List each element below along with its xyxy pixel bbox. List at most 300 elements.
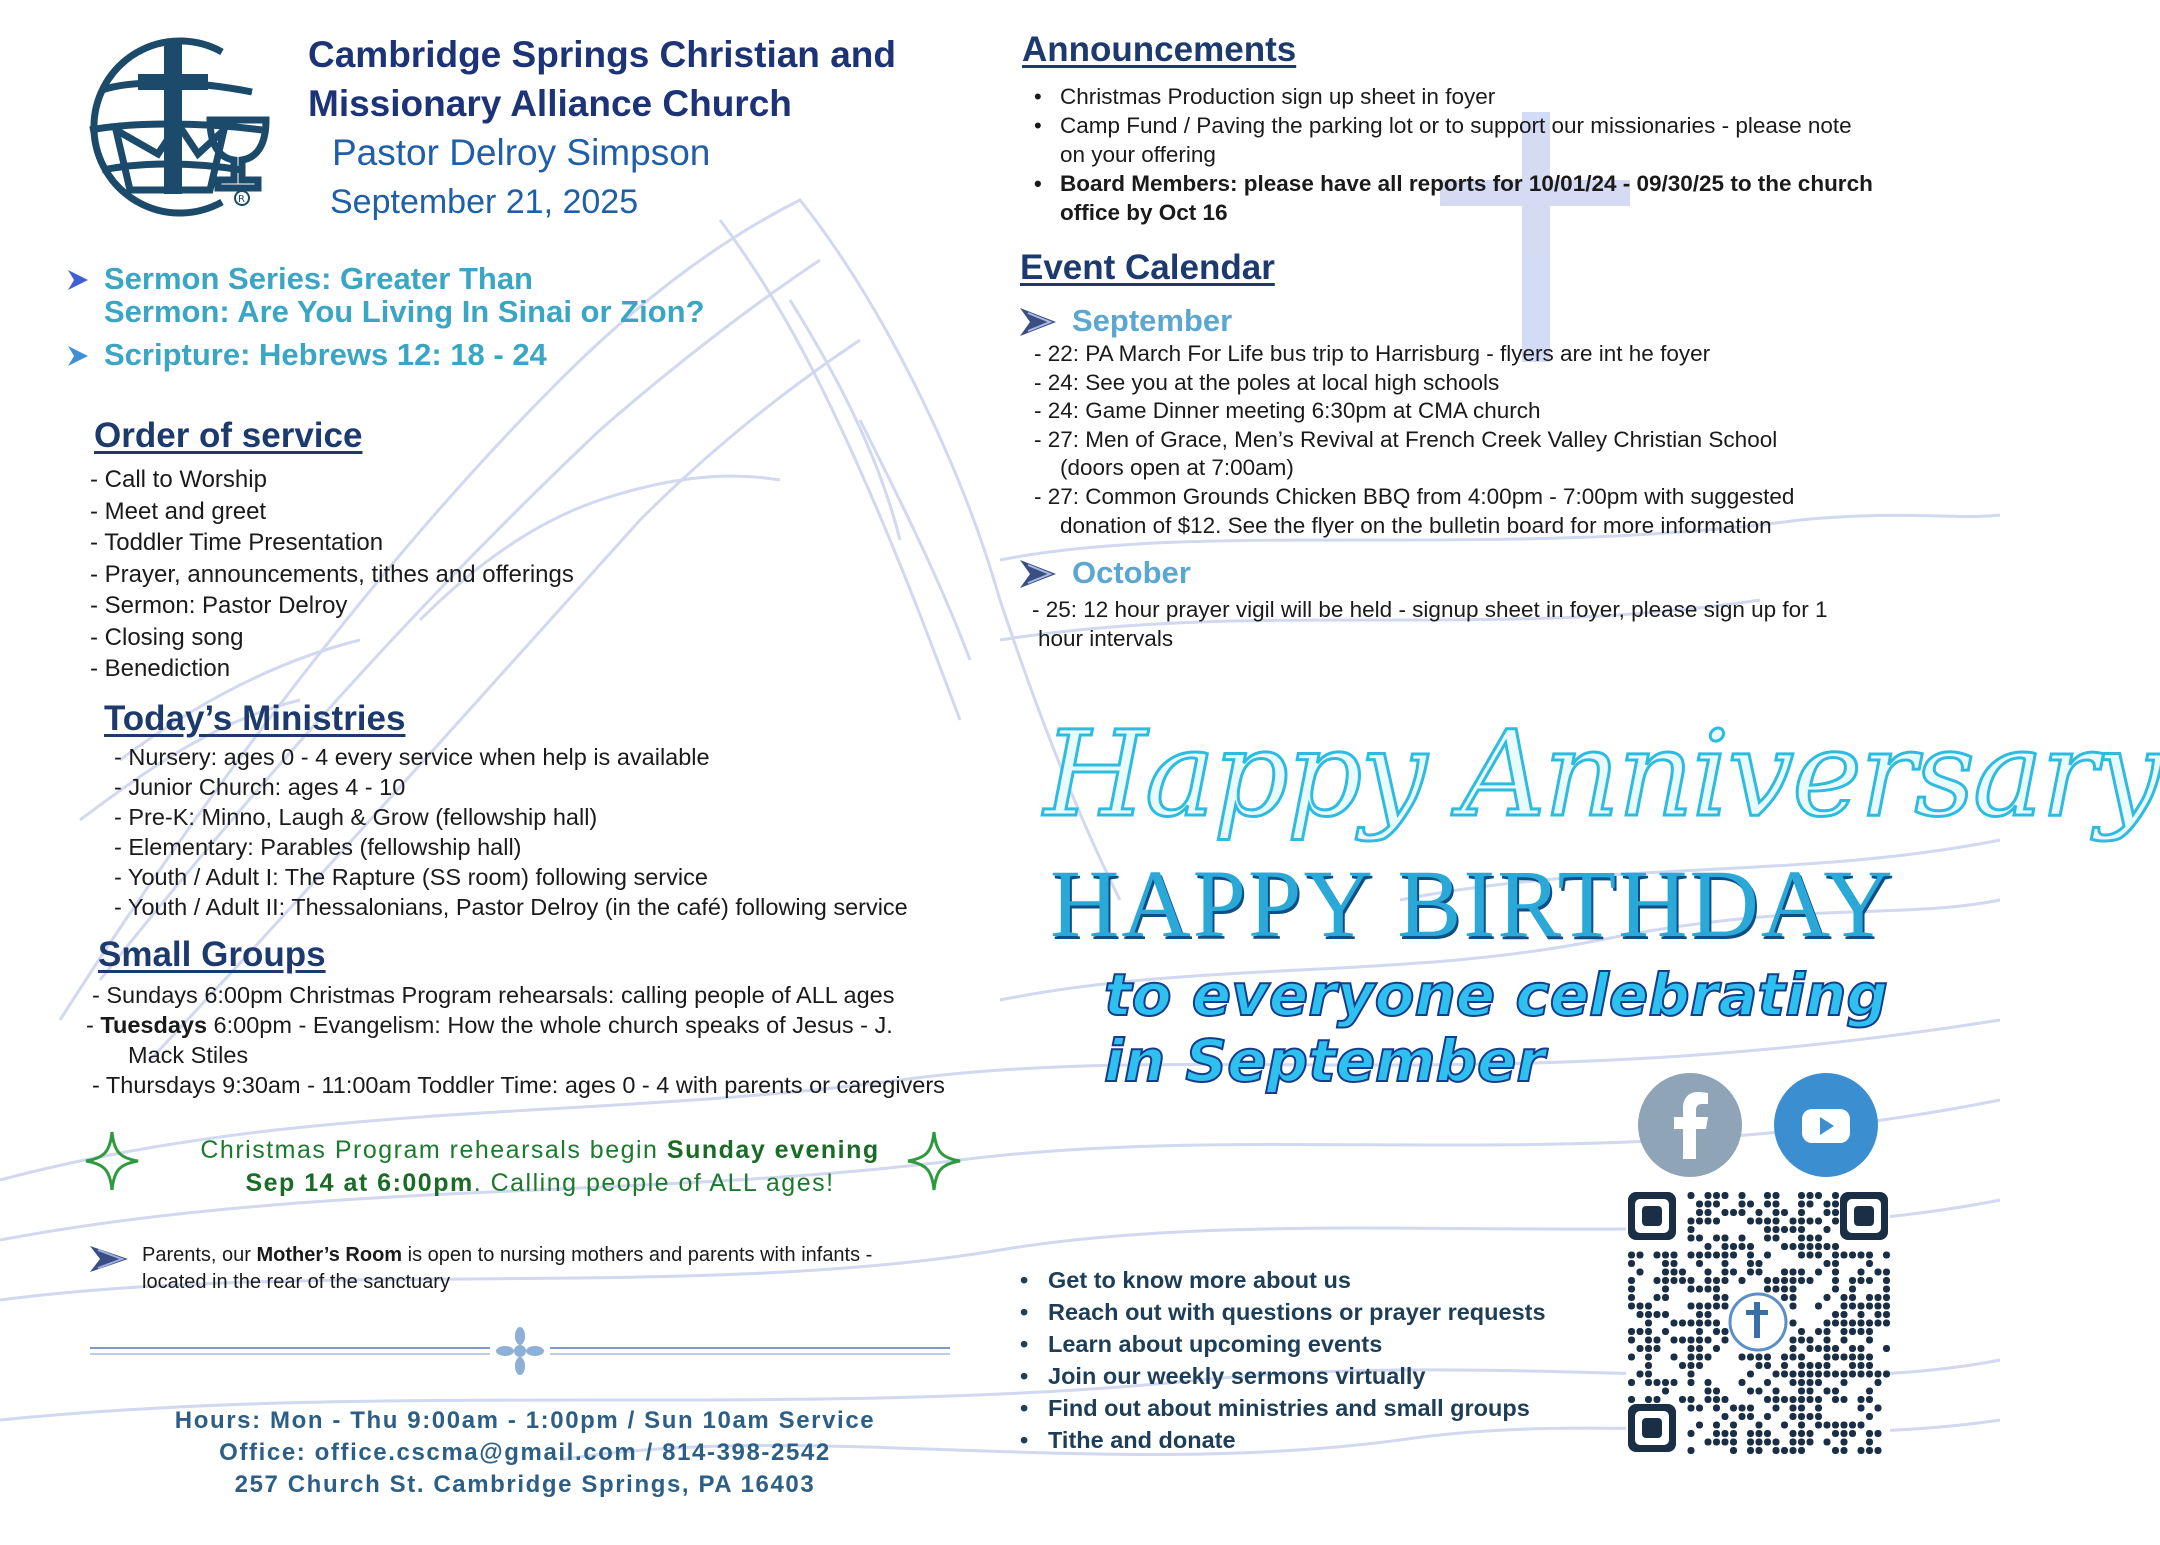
qr-module xyxy=(1841,1447,1848,1454)
qr-module xyxy=(1713,1439,1720,1446)
qr-module xyxy=(1832,1345,1839,1352)
qr-module xyxy=(1722,1396,1729,1403)
qr-module xyxy=(1790,1269,1797,1276)
qr-module xyxy=(1713,1422,1720,1429)
qr-module xyxy=(1747,1218,1754,1225)
qr-module xyxy=(1645,1371,1652,1378)
qr-module xyxy=(1713,1303,1720,1310)
qr-module xyxy=(1832,1447,1839,1454)
qr-module xyxy=(1705,1337,1712,1344)
qr-module xyxy=(1705,1439,1712,1446)
qr-module xyxy=(1739,1243,1746,1250)
qr-module xyxy=(1849,1320,1856,1327)
qr-module xyxy=(1696,1260,1703,1267)
qr-module xyxy=(1824,1422,1831,1429)
qr-module xyxy=(1815,1303,1822,1310)
qr-module xyxy=(1866,1260,1873,1267)
office-contact[interactable]: Office: office.cscma@gmail.com / 814-398-2542 xyxy=(219,1439,831,1466)
qr-module xyxy=(1824,1388,1831,1395)
qr-module xyxy=(1688,1379,1695,1386)
qr-module xyxy=(1798,1430,1805,1437)
scripture-row xyxy=(66,338,705,371)
qr-module xyxy=(1713,1252,1720,1259)
qr-module xyxy=(1722,1294,1729,1301)
qr-module xyxy=(1662,1379,1669,1386)
qr-module xyxy=(1773,1447,1780,1454)
qr-module xyxy=(1832,1252,1839,1259)
list-item: - Benediction xyxy=(90,655,231,682)
qr-module xyxy=(1764,1413,1771,1420)
qr-module xyxy=(1875,1320,1882,1327)
qr-module xyxy=(1807,1235,1814,1242)
qr-module xyxy=(1807,1439,1814,1446)
cma-logo-icon xyxy=(72,30,278,216)
qr-module xyxy=(1747,1388,1754,1395)
scripture: Scripture: Hebrews 12: 18 - 24 xyxy=(104,337,547,372)
qr-module xyxy=(1756,1388,1763,1395)
qr-module xyxy=(1722,1260,1729,1267)
qr-module xyxy=(1832,1243,1839,1250)
qr-module xyxy=(1798,1379,1805,1386)
qr-module xyxy=(1866,1303,1873,1310)
qr-module xyxy=(1866,1388,1873,1395)
qr-module xyxy=(1824,1328,1831,1335)
qr-module xyxy=(1883,1371,1890,1378)
qr-module xyxy=(1696,1286,1703,1293)
qr-module xyxy=(1866,1439,1873,1446)
qr-module xyxy=(1730,1439,1737,1446)
sermon-series-row xyxy=(66,262,705,328)
qr-module xyxy=(1781,1354,1788,1361)
qr-module xyxy=(1637,1328,1644,1335)
qr-module xyxy=(1747,1413,1754,1420)
qr-module xyxy=(1832,1371,1839,1378)
celebration-line2: in September xyxy=(1104,1027,1545,1095)
qr-module xyxy=(1832,1209,1839,1216)
qr-module xyxy=(1858,1252,1865,1259)
qr-module xyxy=(1849,1294,1856,1301)
qr-module xyxy=(1773,1218,1780,1225)
qr-module xyxy=(1815,1345,1822,1352)
qr-module xyxy=(1824,1226,1831,1233)
qr-module xyxy=(1866,1252,1873,1259)
qr-module xyxy=(1841,1303,1848,1310)
qr-module xyxy=(1713,1235,1720,1242)
qr-module xyxy=(1815,1235,1822,1242)
qr-module xyxy=(1705,1209,1712,1216)
list-item: - Junior Church: ages 4 - 10 xyxy=(114,774,406,800)
list-item: - Nursery: ages 0 - 4 every service when help is available xyxy=(114,744,710,770)
note-text: is open to nursing mothers and parents with infants - xyxy=(402,1244,873,1266)
qr-module xyxy=(1628,1277,1635,1284)
qr-module xyxy=(1815,1192,1822,1199)
qr-module xyxy=(1645,1379,1652,1386)
note-bold: Sep 14 at 6:00pm xyxy=(245,1169,474,1197)
qr-module xyxy=(1832,1430,1839,1437)
qr-module xyxy=(1866,1371,1873,1378)
month-september: September xyxy=(1072,303,1233,338)
qr-module xyxy=(1875,1447,1882,1454)
qr-module xyxy=(1807,1388,1814,1395)
qr-module xyxy=(1832,1269,1839,1276)
qr-module xyxy=(1841,1294,1848,1301)
qr-module xyxy=(1849,1430,1856,1437)
qr-module xyxy=(1705,1303,1712,1310)
qr-module xyxy=(1790,1430,1797,1437)
qr-module xyxy=(1849,1252,1856,1259)
qr-module xyxy=(1722,1303,1729,1310)
qr-module xyxy=(1815,1396,1822,1403)
qr-module xyxy=(1773,1277,1780,1284)
qr-module xyxy=(1705,1354,1712,1361)
qr-module xyxy=(1824,1337,1831,1344)
qr-module xyxy=(1883,1345,1890,1352)
qr-module xyxy=(1875,1371,1882,1378)
qr-module xyxy=(1645,1328,1652,1335)
qr-module xyxy=(1815,1269,1822,1276)
list-item: - Prayer, announcements, tithes and offerings xyxy=(90,560,574,588)
qr-module xyxy=(1790,1218,1797,1225)
qr-module xyxy=(1722,1269,1729,1276)
youtube-icon[interactable] xyxy=(1774,1073,1878,1177)
qr-module xyxy=(1696,1209,1703,1216)
qr-module xyxy=(1756,1447,1763,1454)
list-item: - Sundays 6:00pm Christmas Program rehearsals: calling people of ALL ages xyxy=(92,982,895,1008)
qr-module xyxy=(1883,1320,1890,1327)
qr-module xyxy=(1832,1286,1839,1293)
list-item-continued: Mack Stiles xyxy=(128,1042,249,1068)
qr-module xyxy=(1679,1320,1686,1327)
qr-module xyxy=(1739,1209,1746,1216)
qr-module xyxy=(1662,1252,1669,1259)
qr-module xyxy=(1688,1337,1695,1344)
qr-module xyxy=(1798,1277,1805,1284)
qr-module xyxy=(1815,1379,1822,1386)
qr-module xyxy=(1764,1362,1771,1369)
qr-module xyxy=(1815,1413,1822,1420)
qr-module xyxy=(1781,1447,1788,1454)
qr-module xyxy=(1773,1388,1780,1395)
qr-module xyxy=(1713,1294,1720,1301)
qr-module xyxy=(1866,1277,1873,1284)
qr-module xyxy=(1883,1311,1890,1318)
qr-module xyxy=(1858,1354,1865,1361)
qr-module xyxy=(1764,1277,1771,1284)
qr-module xyxy=(1866,1447,1873,1454)
list-item-line: • Camp Fund / Paving the parking lot or to support our missionaries - please note xyxy=(1060,113,1852,138)
qr-module xyxy=(1866,1354,1873,1361)
church-address: 257 Church St. Cambridge Springs, PA 16403 xyxy=(234,1471,816,1498)
qr-module xyxy=(1849,1422,1856,1429)
svg-text:R: R xyxy=(238,194,245,205)
list-item: • Christmas Production sign up sheet in foyer xyxy=(1060,82,1910,111)
qr-module xyxy=(1849,1303,1856,1310)
arrow-right-icon xyxy=(1018,558,1058,590)
qr-module xyxy=(1696,1311,1703,1318)
september-events xyxy=(1034,340,1794,540)
qr-module xyxy=(1790,1396,1797,1403)
qr-module xyxy=(1756,1439,1763,1446)
event-item: - 24: Game Dinner meeting 6:30pm at CMA church xyxy=(1034,398,1541,424)
qr-module xyxy=(1722,1328,1729,1335)
qr-module xyxy=(1866,1320,1873,1327)
qr-module xyxy=(1671,1320,1678,1327)
qr-module xyxy=(1662,1269,1669,1276)
qr-module xyxy=(1628,1252,1635,1259)
qr-module xyxy=(1688,1320,1695,1327)
qr-module xyxy=(1849,1286,1856,1293)
qr-module xyxy=(1722,1235,1729,1242)
qr-module xyxy=(1688,1235,1695,1242)
list-item: - Toddler Time Presentation xyxy=(90,529,384,556)
qr-module xyxy=(1713,1192,1720,1199)
mothers-room-line2: located in the rear of the sanctuary xyxy=(142,1271,450,1293)
qr-module xyxy=(1883,1252,1890,1259)
qr-module xyxy=(1628,1328,1635,1335)
ministries-title: Today’s Ministries xyxy=(104,699,406,738)
qr-module xyxy=(1875,1430,1882,1437)
qr-module xyxy=(1679,1269,1686,1276)
qr-module xyxy=(1654,1337,1661,1344)
qr-module xyxy=(1696,1345,1703,1352)
qr-module xyxy=(1637,1252,1644,1259)
qr-module xyxy=(1790,1371,1797,1378)
qr-module xyxy=(1849,1362,1856,1369)
qr-module xyxy=(1688,1286,1695,1293)
qr-module xyxy=(1875,1311,1882,1318)
qr-module xyxy=(1841,1379,1848,1386)
qr-module xyxy=(1688,1447,1695,1454)
list-item xyxy=(86,1010,945,1040)
list-item xyxy=(1060,111,1910,169)
qr-module xyxy=(1773,1286,1780,1293)
qr-module xyxy=(1815,1362,1822,1369)
list-item-bold: Tuesdays xyxy=(100,1012,208,1038)
qr-module xyxy=(1815,1252,1822,1259)
qr-module xyxy=(1858,1371,1865,1378)
qr-module xyxy=(1832,1311,1839,1318)
qr-module xyxy=(1730,1269,1737,1276)
qr-module xyxy=(1705,1320,1712,1327)
note-bold: Mother’s Room xyxy=(256,1244,403,1266)
qr-module xyxy=(1764,1379,1771,1386)
qr-module xyxy=(1671,1354,1678,1361)
qr-module xyxy=(1747,1439,1754,1446)
list-item-line: office by Oct 16 xyxy=(1060,200,1228,225)
qr-module xyxy=(1798,1405,1805,1412)
happy-anniversary-text: Happy Anniversary xyxy=(1044,705,2160,843)
qr-module xyxy=(1790,1286,1797,1293)
qr-module xyxy=(1756,1354,1763,1361)
qr-module xyxy=(1866,1396,1873,1403)
qr-module xyxy=(1662,1294,1669,1301)
qr-module xyxy=(1781,1396,1788,1403)
qr-module xyxy=(1705,1252,1712,1259)
qr-module xyxy=(1824,1371,1831,1378)
christmas-program-note xyxy=(150,1134,930,1200)
qr-module xyxy=(1849,1345,1856,1352)
qr-module xyxy=(1790,1277,1797,1284)
qr-module xyxy=(1696,1422,1703,1429)
qr-module xyxy=(1858,1422,1865,1429)
qr-module xyxy=(1883,1277,1890,1284)
qr-module xyxy=(1730,1447,1737,1454)
sparkle-icon xyxy=(84,1130,140,1192)
qr-module xyxy=(1662,1260,1669,1267)
qr-module xyxy=(1662,1286,1669,1293)
qr-module xyxy=(1645,1311,1652,1318)
qr-module xyxy=(1841,1252,1848,1259)
qr-module xyxy=(1679,1362,1686,1369)
qr-module xyxy=(1645,1396,1652,1403)
qr-module xyxy=(1875,1269,1882,1276)
qr-module xyxy=(1883,1303,1890,1310)
qr-module xyxy=(1841,1320,1848,1327)
qr-module xyxy=(1705,1201,1712,1208)
facebook-icon[interactable] xyxy=(1638,1073,1742,1177)
qr-module xyxy=(1696,1328,1703,1335)
qr-module xyxy=(1696,1201,1703,1208)
qr-module xyxy=(1815,1243,1822,1250)
qr-module xyxy=(1807,1379,1814,1386)
qr-module xyxy=(1730,1430,1737,1437)
qr-module xyxy=(1773,1201,1780,1208)
mothers-room-line1 xyxy=(142,1242,962,1269)
qr-module xyxy=(1815,1405,1822,1412)
qr-module xyxy=(1790,1447,1797,1454)
qr-module xyxy=(1815,1328,1822,1335)
qr-module xyxy=(1807,1201,1814,1208)
qr-module xyxy=(1662,1328,1669,1335)
qr-module xyxy=(1688,1218,1695,1225)
qr-module xyxy=(1688,1226,1695,1233)
qr-module xyxy=(1798,1354,1805,1361)
qr-module xyxy=(1798,1226,1805,1233)
qr-module xyxy=(1679,1277,1686,1284)
list-item: - Thursdays 9:30am - 11:00am Toddler Time: ages 0 - 4 with parents or caregivers xyxy=(92,1072,945,1098)
qr-module xyxy=(1798,1218,1805,1225)
qr-module xyxy=(1688,1345,1695,1352)
qr-module xyxy=(1773,1192,1780,1199)
qr-module xyxy=(1662,1277,1669,1284)
list-item: - Elementary: Parables (fellowship hall) xyxy=(114,834,522,860)
qr-module xyxy=(1798,1371,1805,1378)
qr-module xyxy=(1807,1337,1814,1344)
qr-module xyxy=(1807,1396,1814,1403)
sermon-block xyxy=(66,262,705,371)
note-bold: Sunday evening xyxy=(666,1136,880,1164)
note-text: Parents, our xyxy=(142,1244,257,1266)
list-item: • Find out about ministries and small groups xyxy=(1048,1392,1546,1424)
event-item-continued: donation of $12. See the flyer on the bulletin board for more information xyxy=(1060,512,1772,538)
pastor-name: Pastor Delroy Simpson xyxy=(332,132,711,173)
list-item: • Tithe and donate xyxy=(1048,1424,1546,1456)
qr-module xyxy=(1705,1277,1712,1284)
qr-module xyxy=(1824,1209,1831,1216)
qr-module xyxy=(1654,1277,1661,1284)
qr-module xyxy=(1739,1354,1746,1361)
qr-module xyxy=(1807,1192,1814,1199)
qr-module xyxy=(1798,1447,1805,1454)
qr-module xyxy=(1790,1320,1797,1327)
qr-module xyxy=(1705,1311,1712,1318)
list-item-prefix: - xyxy=(86,1012,101,1038)
qr-module xyxy=(1747,1447,1754,1454)
contact-footer xyxy=(130,1405,920,1501)
qr-module xyxy=(1739,1235,1746,1242)
qr-module xyxy=(1688,1303,1695,1310)
qr-module xyxy=(1730,1243,1737,1250)
qr-module xyxy=(1866,1328,1873,1335)
qr-module xyxy=(1764,1396,1771,1403)
qr-module xyxy=(1773,1405,1780,1412)
note-text: . Calling people of ALL ages! xyxy=(473,1169,835,1197)
qr-module xyxy=(1781,1286,1788,1293)
qr-module xyxy=(1705,1379,1712,1386)
qr-module xyxy=(1790,1413,1797,1420)
qr-module xyxy=(1883,1269,1890,1276)
qr-module xyxy=(1773,1226,1780,1233)
qr-module xyxy=(1798,1362,1805,1369)
qr-module xyxy=(1832,1396,1839,1403)
qr-module xyxy=(1696,1235,1703,1242)
qr-module xyxy=(1841,1422,1848,1429)
qr-module xyxy=(1645,1320,1652,1327)
qr-module xyxy=(1713,1277,1720,1284)
event-calendar-title: Event Calendar xyxy=(1020,248,1275,287)
qr-module xyxy=(1739,1201,1746,1208)
qr-module xyxy=(1798,1388,1805,1395)
qr-module xyxy=(1807,1243,1814,1250)
qr-module xyxy=(1722,1277,1729,1284)
qr-module xyxy=(1713,1328,1720,1335)
qr-module xyxy=(1858,1405,1865,1412)
qr-module xyxy=(1849,1277,1856,1284)
bulletin-date: September 21, 2025 xyxy=(330,183,639,221)
qr-module xyxy=(1696,1362,1703,1369)
qr-module xyxy=(1824,1201,1831,1208)
qr-module xyxy=(1858,1277,1865,1284)
qr-module xyxy=(1815,1422,1822,1429)
qr-module xyxy=(1790,1294,1797,1301)
qr-module xyxy=(1628,1379,1635,1386)
qr-module xyxy=(1832,1320,1839,1327)
qr-module xyxy=(1764,1430,1771,1437)
qr-module xyxy=(1713,1286,1720,1293)
qr-module xyxy=(1628,1260,1635,1267)
qr-module xyxy=(1824,1354,1831,1361)
qr-module xyxy=(1807,1218,1814,1225)
qr-module xyxy=(1713,1218,1720,1225)
qr-module xyxy=(1747,1371,1754,1378)
qr-module xyxy=(1628,1396,1635,1403)
qr-module xyxy=(1773,1235,1780,1242)
qr-code-icon[interactable] xyxy=(1626,1190,1890,1454)
list-item: • Learn about upcoming events xyxy=(1048,1328,1546,1360)
qr-module xyxy=(1628,1354,1635,1361)
qr-module xyxy=(1798,1396,1805,1403)
qr-module xyxy=(1781,1243,1788,1250)
event-item: - 27: Common Grounds Chicken BBQ from 4:00pm - 7:00pm with suggested xyxy=(1034,483,1795,509)
qr-module xyxy=(1832,1201,1839,1208)
qr-module xyxy=(1662,1311,1669,1318)
arrow-right-icon xyxy=(66,344,90,368)
qr-module xyxy=(1832,1260,1839,1267)
qr-module xyxy=(1696,1354,1703,1361)
list-item-line: on your offering xyxy=(1060,142,1216,167)
qr-module xyxy=(1696,1320,1703,1327)
october-events xyxy=(1032,596,1827,653)
